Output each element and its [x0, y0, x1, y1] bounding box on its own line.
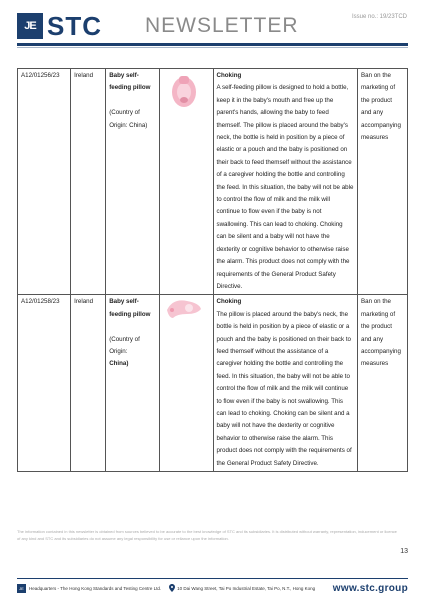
hazard-description: The pillow is placed around the baby's neck, the bottle is held in position by a piece of elastic or a pouch and the baby is positioned on their back to feed themself without the assistance of a caregiver holding the bottle and controlling the feed. In this situation, the baby will not be able to control the flow of milk and the milk will continue to flow even if the baby is not swallowing. This can lead to choking. Choking can be silent and a baby will not have the dexterity or cognitive behavior to otherwise raise the alarm. This product does not comply with the requirements of the General Product Safety Directive.	[216, 310, 352, 467]
website-link[interactable]: www.stc.group	[332, 582, 408, 594]
recall-id: A12/01256/23	[18, 69, 71, 295]
table-row	[18, 295, 408, 472]
hazard-description: A self-feeding pillow is designed to hold a bottle, keep it in the baby's mouth and free up the parent's hands, allowing the baby to feed themself. The pillow is placed around the baby's neck, the bottle is held in position by a piece of elastic or a pouch and the baby is positioned on their back to feed themself without the assistance of a caregiver holding the bottle and controlling the feed. In this situation, the baby will not be able to control the flow of milk and the milk will continue to flow even if the baby is not swallowing. This can lead to choking. Choking can be silent and a baby will not have the dexterity or cognitive behavior to otherwise raise the alarm. This product does not comply with the requirements of the General Product Safety Directive.	[216, 84, 354, 290]
recall-country: Ireland	[71, 69, 106, 295]
product-origin: (Country of Origin: China)	[109, 109, 148, 129]
header-rule	[17, 43, 408, 46]
pink-bottle-pillow-image	[163, 70, 205, 110]
recall-measures: Ban on the marketing of the product and any accompanying measures	[358, 69, 408, 295]
header-rule-thin	[17, 47, 408, 48]
page-number: 13	[400, 548, 408, 555]
recall-product	[106, 69, 160, 295]
headquarters-text: Headquarters - The Hong Kong Standards and Testing Centre Ltd.	[29, 585, 162, 591]
disclaimer: The information contained in this newsletter is obtained from sources believed to be accurate to the best knowledge of STC and its subsidiaries. It is distributed without warranty, representation, inducement or licence of any kind and STC and its subsidiaries do not assume any legal responsibility for use or reliance upon the information.	[17, 529, 397, 541]
address-text: 10 Dai Wang Street, Tai Po Industrial Estate, Tai Po, N.T., Hong Kong	[177, 585, 316, 591]
footer-bar	[17, 581, 408, 595]
recall-image-cell	[160, 295, 213, 472]
location-pin-icon	[169, 584, 175, 592]
recall-id: A12/01258/23	[18, 295, 71, 472]
recall-measures: Ban on the marketing of the product and any accompanying measures	[358, 295, 408, 472]
product-origin-line: (Country of	[109, 335, 140, 343]
recall-description-cell	[213, 69, 358, 295]
product-origin-line: China)	[109, 360, 129, 368]
stc-logo	[17, 10, 102, 41]
logo-mark: JE	[17, 13, 43, 39]
hazard-type: Choking	[216, 72, 242, 79]
recall-table	[17, 68, 408, 472]
recall-product	[106, 295, 160, 472]
table-row	[18, 69, 408, 295]
product-origin-line: Origin:	[109, 347, 128, 355]
product-name: Baby self-feeding pillow	[109, 72, 151, 92]
recall-country: Ireland	[71, 295, 106, 472]
hazard-type: Choking	[216, 298, 242, 306]
footer-logo-icon: JE	[17, 584, 26, 593]
issue-number: Issue no.: 19/23TCD	[351, 14, 407, 20]
recall-description-cell	[213, 295, 358, 472]
footer-rule	[17, 578, 408, 579]
pink-ring-pillow-image	[163, 296, 205, 326]
logo-text: STC	[47, 10, 102, 41]
newsletter-title: NEWSLETTER	[145, 14, 299, 37]
page-header	[0, 0, 425, 48]
recall-image-cell	[160, 69, 213, 295]
product-name: Baby self-feeding pillow	[109, 298, 151, 318]
